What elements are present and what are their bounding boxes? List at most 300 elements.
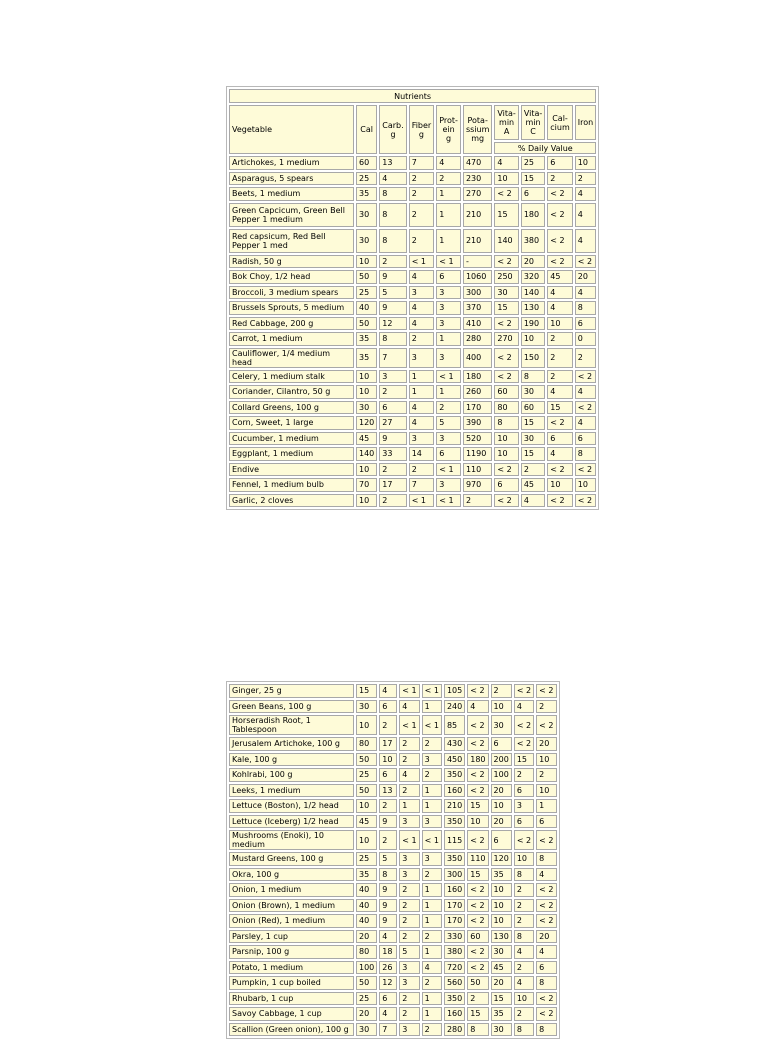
vegetable-name-cell: Onion (Brown), 1 medium — [229, 899, 354, 913]
value-cell: 4 — [521, 494, 545, 508]
value-cell: 4 — [536, 945, 556, 959]
value-cell: 8 — [575, 447, 596, 461]
value-cell: 300 — [444, 868, 465, 882]
value-cell: 4 — [436, 156, 461, 170]
value-cell: 120 — [356, 416, 377, 430]
value-cell: 15 — [521, 447, 545, 461]
value-cell: < 2 — [494, 370, 518, 384]
value-cell: 45 — [521, 478, 545, 492]
table-row — [229, 799, 557, 813]
value-cell: 350 — [444, 992, 465, 1006]
vegetable-name-cell: Fennel, 1 medium bulb — [229, 478, 354, 492]
value-cell: 9 — [379, 815, 397, 829]
value-cell: 40 — [356, 899, 377, 913]
table-row — [229, 203, 596, 227]
value-cell: 560 — [444, 976, 465, 990]
value-cell: 230 — [463, 172, 492, 186]
value-cell: 10 — [536, 753, 556, 767]
table-row — [229, 348, 596, 368]
value-cell: 13 — [379, 784, 397, 798]
value-cell: 1 — [399, 799, 419, 813]
table-row — [229, 992, 557, 1006]
value-cell: 4 — [547, 286, 572, 300]
value-cell: 180 — [521, 203, 545, 227]
value-cell: 1 — [422, 784, 442, 798]
value-cell: 4 — [379, 684, 397, 698]
value-cell: 210 — [463, 203, 492, 227]
table-row — [229, 478, 596, 492]
table-row — [229, 385, 596, 399]
value-cell: 4 — [547, 301, 572, 315]
value-cell: < 1 — [409, 494, 435, 508]
value-cell: 350 — [444, 768, 465, 782]
vegetable-name-cell: Bok Choy, 1/2 head — [229, 270, 354, 284]
value-cell: < 2 — [467, 768, 488, 782]
value-cell: < 1 — [409, 255, 435, 269]
value-cell: 8 — [514, 868, 534, 882]
value-cell: < 2 — [547, 416, 572, 430]
value-cell: 2 — [422, 868, 442, 882]
value-cell: 50 — [356, 270, 377, 284]
value-cell: 1 — [436, 187, 461, 201]
value-cell: 15 — [494, 301, 518, 315]
value-cell: 6 — [379, 768, 397, 782]
value-cell: < 1 — [399, 830, 419, 850]
value-cell: 15 — [467, 868, 488, 882]
value-cell: 2 — [422, 737, 442, 751]
table-row — [229, 1023, 557, 1037]
value-cell: 380 — [444, 945, 465, 959]
value-cell: 45 — [547, 270, 572, 284]
value-cell: 6 — [575, 317, 596, 331]
value-cell: 2 — [514, 961, 534, 975]
value-cell: 2 — [409, 203, 435, 227]
value-cell: 6 — [379, 700, 397, 714]
value-cell: < 2 — [514, 830, 534, 850]
value-cell: 2 — [463, 494, 492, 508]
value-cell: 6 — [521, 187, 545, 201]
value-cell: 4 — [514, 976, 534, 990]
table-row — [229, 976, 557, 990]
value-cell: 3 — [409, 432, 435, 446]
value-cell: 160 — [444, 784, 465, 798]
vegetable-name-cell: Parsley, 1 cup — [229, 930, 354, 944]
value-cell: 10 — [536, 784, 556, 798]
value-cell: 10 — [356, 494, 377, 508]
value-cell: 6 — [536, 815, 556, 829]
value-cell: 13 — [379, 156, 406, 170]
value-cell: 5 — [399, 945, 419, 959]
value-cell: 25 — [356, 852, 377, 866]
value-cell: 100 — [356, 961, 377, 975]
value-cell: 50 — [356, 753, 377, 767]
vegetable-name-cell: Mustard Greens, 100 g — [229, 852, 354, 866]
value-cell: 10 — [356, 385, 377, 399]
value-cell: 2 — [379, 715, 397, 735]
vegetable-name-cell: Beets, 1 medium — [229, 187, 354, 201]
value-cell: 20 — [491, 976, 512, 990]
value-cell: < 2 — [514, 737, 534, 751]
vegetable-name-cell: Kohlrabi, 100 g — [229, 768, 354, 782]
value-cell: 40 — [356, 914, 377, 928]
table-row — [229, 332, 596, 346]
value-cell: 10 — [356, 463, 377, 477]
vegetable-name-cell: Garlic, 2 cloves — [229, 494, 354, 508]
value-cell: 430 — [444, 737, 465, 751]
value-cell: 30 — [356, 229, 377, 253]
value-cell: 18 — [379, 945, 397, 959]
value-cell: 8 — [521, 370, 545, 384]
value-cell: 450 — [444, 753, 465, 767]
value-cell: 3 — [399, 1023, 419, 1037]
vegetable-name-cell: Celery, 1 medium stalk — [229, 370, 354, 384]
table-row — [229, 830, 557, 850]
value-cell: 8 — [379, 868, 397, 882]
value-cell: 5 — [379, 286, 406, 300]
vegetable-name-cell: Parsnip, 100 g — [229, 945, 354, 959]
value-cell: 1 — [422, 883, 442, 897]
value-cell: < 2 — [536, 1007, 556, 1021]
value-cell: 20 — [491, 815, 512, 829]
table-row — [229, 401, 596, 415]
value-cell: 26 — [379, 961, 397, 975]
table-row — [229, 432, 596, 446]
value-cell: 1 — [422, 914, 442, 928]
header-protein: Prot-ein g — [436, 105, 461, 154]
vegetable-name-cell: Collard Greens, 100 g — [229, 401, 354, 415]
value-cell: 130 — [491, 930, 512, 944]
value-cell: 50 — [356, 317, 377, 331]
value-cell: 30 — [494, 286, 518, 300]
value-cell: 30 — [356, 401, 377, 415]
value-cell: 3 — [399, 852, 419, 866]
value-cell: 170 — [463, 401, 492, 415]
table-row — [229, 914, 557, 928]
vegetable-name-cell: Corn, Sweet, 1 large — [229, 416, 354, 430]
value-cell: < 2 — [547, 463, 572, 477]
value-cell: < 2 — [467, 715, 488, 735]
value-cell: 4 — [467, 700, 488, 714]
value-cell: 2 — [547, 348, 572, 368]
value-cell: 15 — [494, 203, 518, 227]
value-cell: 250 — [494, 270, 518, 284]
value-cell: 10 — [356, 799, 377, 813]
value-cell: 10 — [494, 447, 518, 461]
value-cell: 2 — [379, 385, 406, 399]
value-cell: < 2 — [575, 494, 596, 508]
value-cell: 4 — [575, 187, 596, 201]
value-cell: 3 — [422, 815, 442, 829]
value-cell: 8 — [514, 1023, 534, 1037]
value-cell: < 1 — [436, 494, 461, 508]
value-cell: 5 — [436, 416, 461, 430]
value-cell: 4 — [575, 416, 596, 430]
vegetable-name-cell: Leeks, 1 medium — [229, 784, 354, 798]
value-cell: 9 — [379, 883, 397, 897]
value-cell: 110 — [467, 852, 488, 866]
value-cell: 2 — [422, 1023, 442, 1037]
value-cell: < 2 — [575, 370, 596, 384]
header-iron: Iron — [575, 105, 596, 140]
value-cell: 10 — [491, 883, 512, 897]
table-row — [229, 255, 596, 269]
value-cell: 2 — [399, 899, 419, 913]
value-cell: 2 — [409, 187, 435, 201]
value-cell: 20 — [575, 270, 596, 284]
value-cell: 10 — [547, 478, 572, 492]
value-cell: 8 — [467, 1023, 488, 1037]
value-cell: 140 — [521, 286, 545, 300]
value-cell: < 2 — [467, 945, 488, 959]
value-cell: 10 — [575, 156, 596, 170]
value-cell: 9 — [379, 914, 397, 928]
value-cell: 20 — [521, 255, 545, 269]
value-cell: 180 — [467, 753, 488, 767]
value-cell: 35 — [491, 1007, 512, 1021]
value-cell: 20 — [356, 1007, 377, 1021]
value-cell: 35 — [491, 868, 512, 882]
value-cell: 10 — [514, 992, 534, 1006]
vegetable-name-cell: Mushrooms (Enoki), 10 medium — [229, 830, 354, 850]
value-cell: 6 — [491, 737, 512, 751]
value-cell: 320 — [521, 270, 545, 284]
value-cell: 40 — [356, 301, 377, 315]
value-cell: 12 — [379, 976, 397, 990]
table-row — [229, 1007, 557, 1021]
value-cell: 1 — [422, 700, 442, 714]
value-cell: 80 — [494, 401, 518, 415]
value-cell: 4 — [514, 700, 534, 714]
value-cell: 2 — [467, 992, 488, 1006]
value-cell: 2 — [422, 768, 442, 782]
value-cell: 30 — [356, 700, 377, 714]
value-cell: 33 — [379, 447, 406, 461]
value-cell: 10 — [356, 715, 377, 735]
value-cell: 190 — [521, 317, 545, 331]
value-cell: 6 — [379, 992, 397, 1006]
value-cell: 4 — [379, 172, 406, 186]
value-cell: < 2 — [536, 899, 556, 913]
value-cell: 8 — [536, 852, 556, 866]
value-cell: 2 — [547, 332, 572, 346]
value-cell: < 2 — [467, 883, 488, 897]
table-row — [229, 852, 557, 866]
value-cell: < 2 — [494, 463, 518, 477]
value-cell: 35 — [356, 332, 377, 346]
value-cell: 10 — [356, 370, 377, 384]
value-cell: 2 — [422, 930, 442, 944]
vegetable-name-cell: Scallion (Green onion), 100 g — [229, 1023, 354, 1037]
vegetable-name-cell: Jerusalem Artichoke, 100 g — [229, 737, 354, 751]
vegetable-name-cell: Asparagus, 5 spears — [229, 172, 354, 186]
table-row — [229, 753, 557, 767]
value-cell: 3 — [409, 286, 435, 300]
header-vegetable: Vegetable — [229, 105, 354, 154]
value-cell: 50 — [356, 976, 377, 990]
value-cell: 8 — [536, 976, 556, 990]
value-cell: 2 — [379, 494, 406, 508]
value-cell: 9 — [379, 301, 406, 315]
value-cell: 4 — [409, 401, 435, 415]
table-row — [229, 370, 596, 384]
value-cell: 4 — [514, 945, 534, 959]
value-cell: 7 — [379, 348, 406, 368]
table-row — [229, 463, 596, 477]
value-cell: 20 — [491, 784, 512, 798]
value-cell: < 2 — [467, 830, 488, 850]
table-row — [229, 684, 557, 698]
table-row — [229, 270, 596, 284]
value-cell: 1 — [422, 992, 442, 1006]
value-cell: 150 — [521, 348, 545, 368]
value-cell: 170 — [444, 899, 465, 913]
vegetable-name-cell: Pumpkin, 1 cup boiled — [229, 976, 354, 990]
value-cell: < 2 — [494, 317, 518, 331]
header-vitamin-a: Vita-min A — [494, 105, 518, 140]
value-cell: 2 — [536, 768, 556, 782]
table-row — [229, 447, 596, 461]
value-cell: 1 — [536, 799, 556, 813]
table-row — [229, 187, 596, 201]
table-row — [229, 715, 557, 735]
value-cell: 410 — [463, 317, 492, 331]
value-cell: < 1 — [436, 255, 461, 269]
value-cell: 17 — [379, 478, 406, 492]
table-row — [229, 945, 557, 959]
value-cell: 15 — [356, 684, 377, 698]
header-nutrients: Nutrients — [229, 89, 596, 103]
value-cell: 15 — [547, 401, 572, 415]
value-cell: 4 — [409, 416, 435, 430]
value-cell: 60 — [521, 401, 545, 415]
value-cell: 6 — [514, 815, 534, 829]
value-cell: < 2 — [536, 715, 556, 735]
nutrition-table-top — [226, 86, 599, 510]
value-cell: 80 — [356, 945, 377, 959]
header-daily-value: % Daily Value — [494, 142, 596, 154]
value-cell: 2 — [409, 463, 435, 477]
value-cell: < 1 — [422, 684, 442, 698]
vegetable-name-cell: Endive — [229, 463, 354, 477]
value-cell: 140 — [494, 229, 518, 253]
value-cell: 4 — [399, 700, 419, 714]
vegetable-name-cell: Cauliflower, 1/4 medium head — [229, 348, 354, 368]
value-cell: 4 — [409, 301, 435, 315]
value-cell: 4 — [379, 930, 397, 944]
value-cell: 520 — [463, 432, 492, 446]
value-cell: 8 — [379, 203, 406, 227]
value-cell: 8 — [575, 301, 596, 315]
value-cell: 4 — [399, 768, 419, 782]
value-cell: 0 — [575, 332, 596, 346]
value-cell: 8 — [536, 1023, 556, 1037]
value-cell: 20 — [536, 930, 556, 944]
value-cell: 330 — [444, 930, 465, 944]
value-cell: < 2 — [494, 494, 518, 508]
value-cell: 50 — [467, 976, 488, 990]
value-cell: 8 — [379, 229, 406, 253]
value-cell: 6 — [379, 401, 406, 415]
value-cell: 10 — [547, 317, 572, 331]
vegetable-name-cell: Onion, 1 medium — [229, 883, 354, 897]
value-cell: < 2 — [467, 737, 488, 751]
value-cell: 3 — [399, 976, 419, 990]
value-cell: 30 — [491, 945, 512, 959]
value-cell: 8 — [494, 416, 518, 430]
value-cell: 8 — [514, 930, 534, 944]
value-cell: 10 — [356, 255, 377, 269]
value-cell: 3 — [399, 815, 419, 829]
header-carbohydrates: Carb. g — [379, 105, 406, 154]
value-cell: 3 — [422, 753, 442, 767]
value-cell: 3 — [514, 799, 534, 813]
value-cell: 10 — [491, 899, 512, 913]
value-cell: 27 — [379, 416, 406, 430]
value-cell: 1 — [436, 229, 461, 253]
value-cell: 2 — [536, 700, 556, 714]
value-cell: 25 — [356, 172, 377, 186]
table-row — [229, 156, 596, 170]
value-cell: 4 — [547, 447, 572, 461]
value-cell: 45 — [356, 432, 377, 446]
value-cell: 2 — [436, 172, 461, 186]
table-row — [229, 899, 557, 913]
value-cell: < 2 — [536, 883, 556, 897]
value-cell: 170 — [444, 914, 465, 928]
value-cell: < 1 — [399, 715, 419, 735]
value-cell: 8 — [379, 332, 406, 346]
value-cell: < 1 — [399, 684, 419, 698]
value-cell: 2 — [379, 799, 397, 813]
value-cell: 270 — [463, 187, 492, 201]
value-cell: 6 — [547, 432, 572, 446]
value-cell: 10 — [514, 852, 534, 866]
value-cell: 2 — [409, 332, 435, 346]
value-cell: < 2 — [575, 463, 596, 477]
value-cell: 10 — [494, 432, 518, 446]
value-cell: 2 — [422, 976, 442, 990]
value-cell: < 2 — [536, 992, 556, 1006]
value-cell: 970 — [463, 478, 492, 492]
vegetable-name-cell: Ginger, 25 g — [229, 684, 354, 698]
value-cell: 2 — [399, 737, 419, 751]
value-cell: 6 — [436, 447, 461, 461]
value-cell: 1 — [422, 945, 442, 959]
table-row — [229, 301, 596, 315]
table-row — [229, 737, 557, 751]
value-cell: 2 — [399, 992, 419, 1006]
value-cell: < 2 — [547, 494, 572, 508]
value-cell: 85 — [444, 715, 465, 735]
value-cell: 4 — [536, 868, 556, 882]
value-cell: 130 — [521, 301, 545, 315]
value-cell: 210 — [444, 799, 465, 813]
value-cell: 2 — [379, 463, 406, 477]
header-potassium: Pota-ssium mg — [463, 105, 492, 154]
vegetable-name-cell: Broccoli, 3 medium spears — [229, 286, 354, 300]
value-cell: 35 — [356, 348, 377, 368]
value-cell: 6 — [491, 830, 512, 850]
value-cell: 3 — [436, 301, 461, 315]
value-cell: 1 — [409, 370, 435, 384]
vegetable-name-cell: Eggplant, 1 medium — [229, 447, 354, 461]
value-cell: 720 — [444, 961, 465, 975]
value-cell: 3 — [379, 370, 406, 384]
value-cell: 240 — [444, 700, 465, 714]
value-cell: 30 — [521, 385, 545, 399]
value-cell: 2 — [514, 883, 534, 897]
table-row — [229, 768, 557, 782]
